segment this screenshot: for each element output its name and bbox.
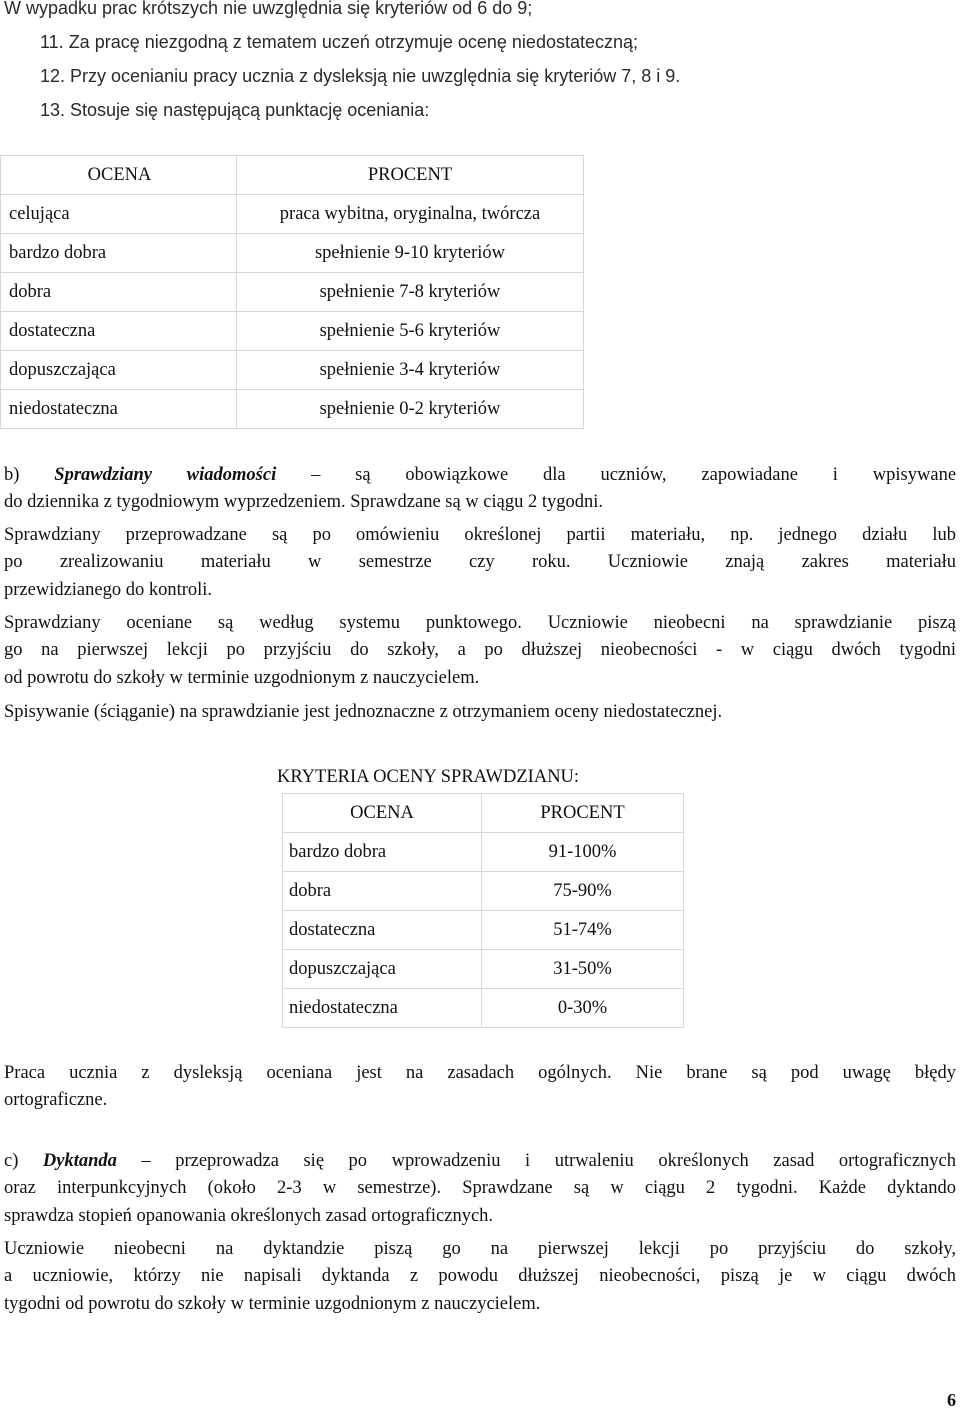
- grading-scale-table: [0, 155, 584, 429]
- section-title: Dyktanda: [42, 1151, 117, 1171]
- table-header-row: [283, 794, 684, 833]
- grade-cell: dobra: [1, 273, 237, 312]
- percent-cell: 75-90%: [482, 872, 684, 911]
- criteria-cell: spełnienie 0-2 kryteriów: [237, 390, 584, 429]
- section-prefix: b): [4, 465, 20, 485]
- column-header-ocena: OCENA: [283, 794, 482, 833]
- text-line: oraz interpunkcyjnych (około 2-3 w semestrze). Sprawdzane są w ciągu 2 tygodni. Każde dyktando: [4, 1178, 956, 1199]
- column-header-procent: PROCENT: [482, 794, 684, 833]
- table-row: [1, 390, 584, 429]
- table-row: [1, 351, 584, 390]
- table-row: [283, 950, 684, 989]
- grade-cell: celująca: [1, 195, 237, 234]
- grade-cell: bardzo dobra: [1, 234, 237, 273]
- text-line: od powrotu do szkoły w terminie uzgodnionym z nauczycielem.: [4, 667, 480, 688]
- text-line: Praca ucznia z dysleksją oceniana jest na zasadach ogólnych. Nie brane są pod uwagę błędy: [4, 1063, 956, 1083]
- text-line: – są obowiązkowe dla uczniów, zapowiadane i wpisywane: [311, 465, 957, 485]
- criteria-cell: praca wybitna, oryginalna, twórcza: [237, 195, 584, 234]
- table-row: [1, 312, 584, 351]
- dyslexia-paragraph: [4, 1060, 956, 1115]
- text-line: do dziennika z tygodniowym wyprzedzeniem. Sprawdzane są w ciągu 2 tygodni.: [4, 492, 604, 513]
- grade-cell: dopuszczająca: [283, 950, 482, 989]
- criteria-table: [282, 793, 684, 1028]
- grade-cell: niedostateczna: [283, 989, 482, 1028]
- list-item-11: 11. Za pracę niezgodną z tematem uczeń otrzymuje ocenę niedostateczną;: [40, 32, 639, 52]
- table-row: [1, 234, 584, 273]
- text-line: przewidzianego do kontroli.: [4, 579, 213, 600]
- section-title: Sprawdziany wiadomości: [54, 465, 277, 485]
- table-row: [283, 989, 684, 1028]
- table-header-row: [1, 156, 584, 195]
- table-row: [283, 833, 684, 872]
- text-line: – przeprowadza się po wprowadzeniu i utrwaleniu określonych zasad ortograficznych: [141, 1151, 956, 1171]
- column-header-procent: PROCENT: [237, 156, 584, 195]
- page-number: 6: [947, 1390, 956, 1410]
- table-row: [1, 273, 584, 312]
- table-row: [1, 195, 584, 234]
- criteria-title: KRYTERIA OCENY SPRAWDZIANU:: [277, 767, 580, 787]
- grade-cell: dostateczna: [283, 911, 482, 950]
- text-line: tygodni od powrotu do szkoły w terminie uzgodnionym z nauczycielem.: [4, 1293, 541, 1314]
- percent-cell: 51-74%: [482, 911, 684, 950]
- criteria-cell: spełnienie 9-10 kryteriów: [237, 234, 584, 273]
- text-line: Uczniowie nieobecni na dyktandzie piszą go na pierwszej lekcji po przyjściu do szkoły,: [4, 1239, 956, 1259]
- criteria-cell: spełnienie 7-8 kryteriów: [237, 273, 584, 312]
- text-line: ortograficzne.: [4, 1090, 108, 1111]
- percent-cell: 91-100%: [482, 833, 684, 872]
- list-item-13: 13. Stosuje się następującą punktację oceniania:: [40, 100, 430, 120]
- text-line: Spisywanie (ściąganie) na sprawdzianie jest jednoznaczne z otrzymaniem oceny niedostatecznej.: [4, 702, 723, 722]
- dyktanda-paragraph-2: [4, 1236, 956, 1318]
- intro-line: W wypadku prac krótszych nie uwzględnia się kryteriów od 6 do 9;: [4, 0, 533, 18]
- sprawdziany-paragraph-1: [4, 462, 956, 517]
- table-row: [283, 911, 684, 950]
- grade-cell: dopuszczająca: [1, 351, 237, 390]
- grade-cell: dostateczna: [1, 312, 237, 351]
- text-line: sprawdza stopień opanowania określonych zasad ortograficznych.: [4, 1205, 494, 1226]
- grade-cell: bardzo dobra: [283, 833, 482, 872]
- sprawdziany-paragraph-4: [4, 699, 956, 726]
- criteria-cell: spełnienie 5-6 kryteriów: [237, 312, 584, 351]
- table-row: [283, 872, 684, 911]
- text-line: Sprawdziany oceniane są według systemu punktowego. Uczniowie nieobecni na sprawdzianie piszą: [4, 613, 956, 633]
- grade-cell: dobra: [283, 872, 482, 911]
- list-item-12: 12. Przy ocenianiu pracy ucznia z dysleksją nie uwzględnia się kryteriów 7, 8 i 9.: [40, 66, 681, 86]
- percent-cell: 0-30%: [482, 989, 684, 1028]
- section-prefix: c): [4, 1151, 19, 1171]
- text-line: a uczniowie, którzy nie napisali dyktanda z powodu dłuższej nieobecności, piszą je w ciągu dwóch: [4, 1266, 956, 1287]
- text-line: Sprawdziany przeprowadzane są po omówieniu określonej partii materiału, np. jednego działu lub: [4, 525, 956, 545]
- text-line: po zrealizowaniu materiału w semestrze czy roku. Uczniowie znają zakres materiału: [4, 552, 956, 573]
- sprawdziany-paragraph-3: [4, 610, 956, 692]
- column-header-ocena: OCENA: [1, 156, 237, 195]
- dyktanda-paragraph-1: [4, 1148, 956, 1230]
- criteria-cell: spełnienie 3-4 kryteriów: [237, 351, 584, 390]
- percent-cell: 31-50%: [482, 950, 684, 989]
- grade-cell: niedostateczna: [1, 390, 237, 429]
- text-line: go na pierwszej lekcji po przyjściu do szkoły, a po dłuższej nieobecności - w ciągu dwóch tygodni: [4, 640, 956, 661]
- sprawdziany-paragraph-2: [4, 522, 956, 604]
